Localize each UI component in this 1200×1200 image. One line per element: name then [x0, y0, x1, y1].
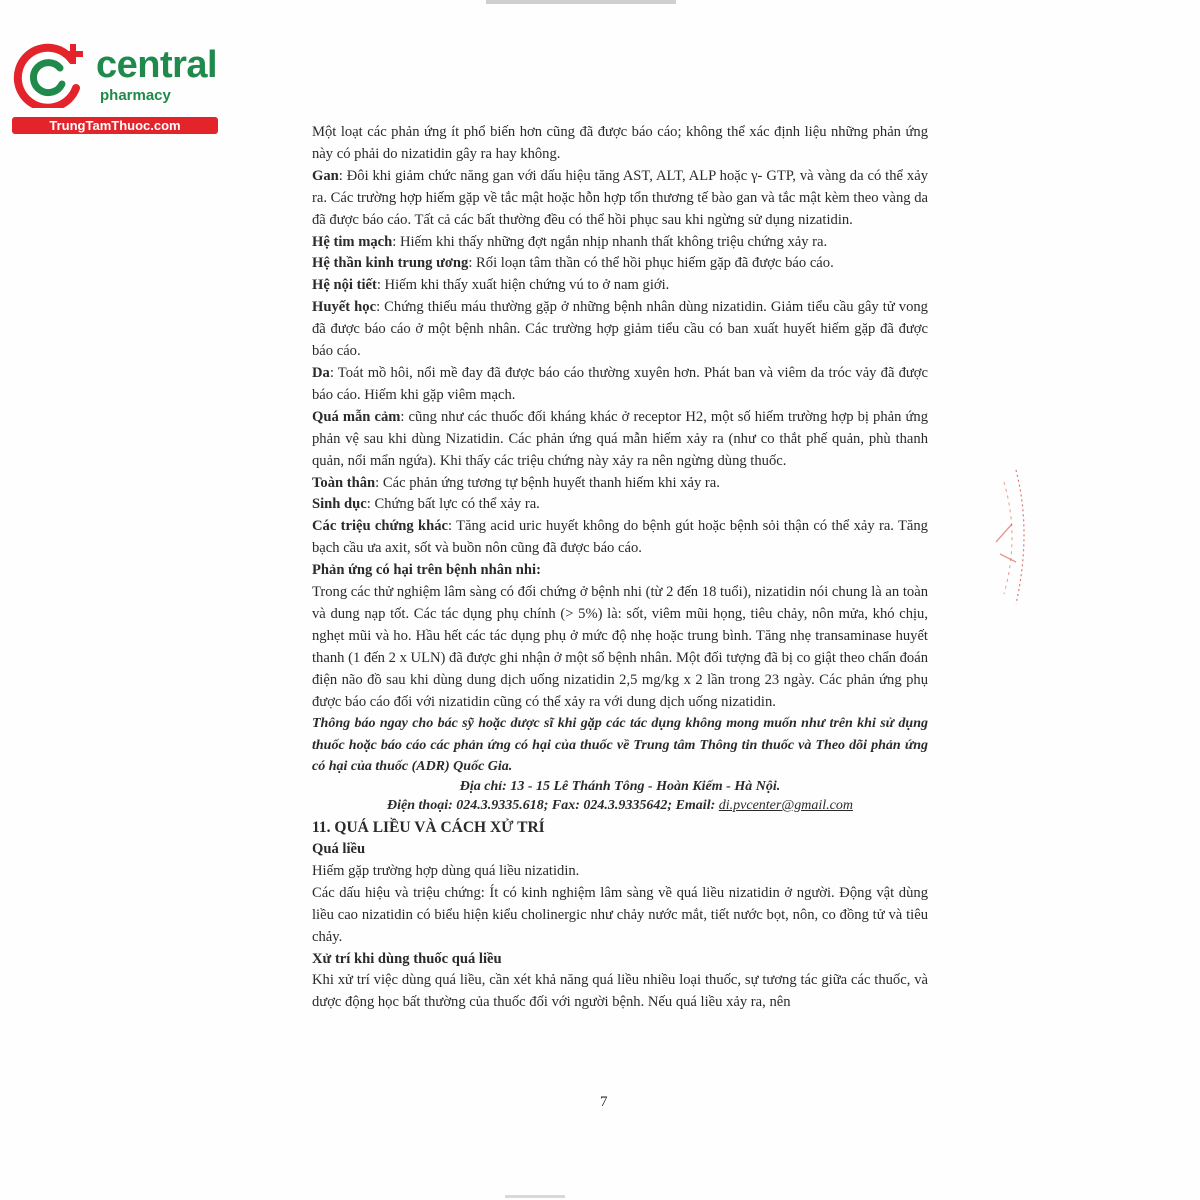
adr-contact [312, 796, 928, 815]
adr-phone-fax: Điện thoại: 024.3.9335.618; Fax: 024.3.9335642; Email: [387, 798, 719, 814]
heading-pediatric: Phản ứng có hại trên bệnh nhân nhi: [312, 562, 541, 579]
paragraph-qua-man [312, 407, 928, 473]
paragraph-noi-tiet [312, 275, 928, 297]
paragraph-pediatric: Trong các thử nghiệm lâm sàng có đối chứng ở bệnh nhi (từ 2 đến 18 tuổi), nizatidin nói chung là an toàn và dung nạp tốt. Các tác dụng phụ chính (> 5%) là: sốt, viêm mũi họng, tiêu chảy, nôn mửa, khó chịu, nghẹt mũi và ho. Hầu hết các tác dụng phụ ở mức độ nhẹ hoặc trung bình. Tăng nhẹ transaminase huyết thanh (1 đến 2 x ULN) đã được ghi nhận ở một số bệnh nhân. Một đối tượng đã bị co giật theo chẩn đoán điện não đồ sau khi dùng dung dịch uống nizatidin 2,5 mg/kg x 2 lần trong 23 ngày. Các phản ứng phụ được báo cáo đối với nizatidin cũng có thể xảy ra với dung dịch uống nizatidin. [312, 584, 928, 710]
paragraph-gan [312, 166, 928, 232]
paragraph-tim-mach [312, 232, 928, 254]
pharmacy-logo[interactable] [10, 38, 220, 138]
text-than-kinh: : Rối loạn tâm thần có thể hồi phục hiếm gặp đã được báo cáo. [468, 255, 834, 272]
document-body [312, 122, 928, 1014]
section-11-title: 11. QUÁ LIỀU VÀ CÁCH XỬ TRÍ [312, 819, 545, 837]
heading-xu-tri: Xử trí khi dùng thuốc quá liều [312, 950, 502, 967]
paragraph-huyet-hoc [312, 297, 928, 363]
paragraph-than-kinh [312, 253, 928, 275]
text-tim-mach: : Hiếm khi thấy những đợt ngắn nhịp nhanh thất không triệu chứng xảy ra. [392, 233, 828, 250]
adr-email-link[interactable]: di.pvcenter@gmail.com [718, 798, 853, 814]
label-trieu-chung-khac: Các triệu chứng khác [312, 518, 448, 535]
text-qua-man: : cũng như các thuốc đối kháng khác ở receptor H2, một số hiếm trường hợp bị phản ứng phản vệ sau khi dùng Nizatidin. Các phản ứng quá mẫn hiếm xảy ra (như co thắt phế quản, phù thanh quản, nổi mẩn ngứa). Khi thấy các triệu chứng này xảy ra nên ngừng dùng thuốc. [312, 408, 928, 469]
paragraph-dau-hieu: Các dấu hiệu và triệu chứng: Ít có kinh nghiệm lâm sàng về quá liều nizatidin ở người. Động vật dùng liều cao nizatidin có biểu hiện kiểu cholinergic như chảy nước mắt, tiết nước bọt, nôn, co đồng tử và tiêu chảy. [312, 884, 928, 945]
text-trieu-chung-khac: : Tăng acid uric huyết không do bệnh gút hoặc bệnh sỏi thận có thể xảy ra. Tăng bạch cầu ưa axit, sốt và buồn nôn cũng đã được báo cáo. [312, 518, 928, 557]
adr-notice: Thông báo ngay cho bác sỹ hoặc dược sĩ khi gặp các tác dụng không mong muốn như trên khi sử dụng thuốc hoặc báo cáo các phản ứng có hại của thuốc về Trung tâm Thông tin thuốc và Theo dõi phản ứng có hại của thuốc (ADR) Quốc Gia. [312, 716, 928, 774]
label-toan-than: Toàn thân [312, 474, 376, 491]
text-sinh-duc: : Chứng bất lực có thể xảy ra. [366, 496, 540, 513]
paragraph-qua-lieu: Hiếm gặp trường hợp dùng quá liều nizatidin. [312, 862, 580, 879]
label-noi-tiet: Hệ nội tiết [312, 277, 377, 294]
scan-edge-mark [486, 0, 676, 4]
paragraph-trieu-chung-khac [312, 516, 928, 560]
text-noi-tiet: : Hiếm khi thấy xuất hiện chứng vú to ở nam giới. [376, 277, 670, 294]
label-da: Da [312, 364, 330, 381]
red-stamp-partial [986, 462, 1034, 612]
paragraph-toan-than [312, 473, 928, 495]
page-number: 7 [600, 1094, 608, 1110]
paragraph-sinh-duc [312, 494, 928, 516]
logo-website-banner: TrungTamThuoc.com [12, 117, 218, 134]
text-da: : Toát mồ hôi, nổi mề đay đã được báo cáo thường xuyên hơn. Phát ban và viêm da tróc vảy đã được báo cáo. Hiếm khi gặp viêm mạch. [312, 364, 928, 403]
text-gan: : Đôi khi giảm chức năng gan với dấu hiệu tăng AST, ALT, ALP hoặc γ- GTP, và vàng da có thể xảy ra. Các trường hợp hiếm gặp về tắc mật hoặc hỗn hợp tổn thương tế bào gan và tắc mật kèm theo vàng da đã được báo cáo. Tất cả các bất thường đều có thể hồi phục sau khi ngừng sử dụng nizatidin. [312, 167, 928, 228]
paragraph-da [312, 363, 928, 407]
text-huyet-hoc: : Chứng thiếu máu thường gặp ở những bệnh nhân dùng nizatidin. Giảm tiểu cầu gây tử vong đã được báo cáo ở một bệnh nhân. Các trường hợp giảm tiểu cầu có ban xuất huyết hiếm gặp đã được báo cáo. [312, 299, 928, 360]
label-huyet-hoc: Huyết học [312, 299, 377, 316]
paragraph-xu-tri: Khi xử trí việc dùng quá liều, cần xét khả năng quá liều nhiều loại thuốc, sự tương tác giữa các thuốc, và dược động học bất thường của thuốc đối với người bệnh. Nếu quá liều xảy ra, nên [312, 972, 928, 1011]
label-gan: Gan [312, 167, 339, 184]
label-qua-man: Quá mẫn cảm [312, 408, 401, 425]
label-sinh-duc: Sinh dục [312, 496, 367, 513]
heading-qua-lieu: Quá liều [312, 840, 366, 857]
label-than-kinh: Hệ thần kinh trung ương [312, 255, 469, 272]
logo-brand-name: central [96, 44, 218, 86]
scan-edge-mark-bottom [505, 1195, 565, 1198]
adr-address: Địa chỉ: 13 - 15 Lê Thánh Tông - Hoàn Kiếm - Hà Nội. [459, 779, 781, 795]
logo-brand-sub: pharmacy [100, 87, 171, 104]
intro-paragraph: Một loạt các phản ứng ít phổ biến hơn cũng đã được báo cáo; không thể xác định liệu những phản ứng này có phải do nizatidin gây ra hay không. [312, 124, 928, 162]
label-tim-mach: Hệ tim mạch [312, 233, 393, 250]
text-toan-than: : Các phản ứng tương tự bệnh huyết thanh hiếm khi xảy ra. [375, 474, 720, 491]
central-pharmacy-logo-icon [10, 38, 90, 108]
